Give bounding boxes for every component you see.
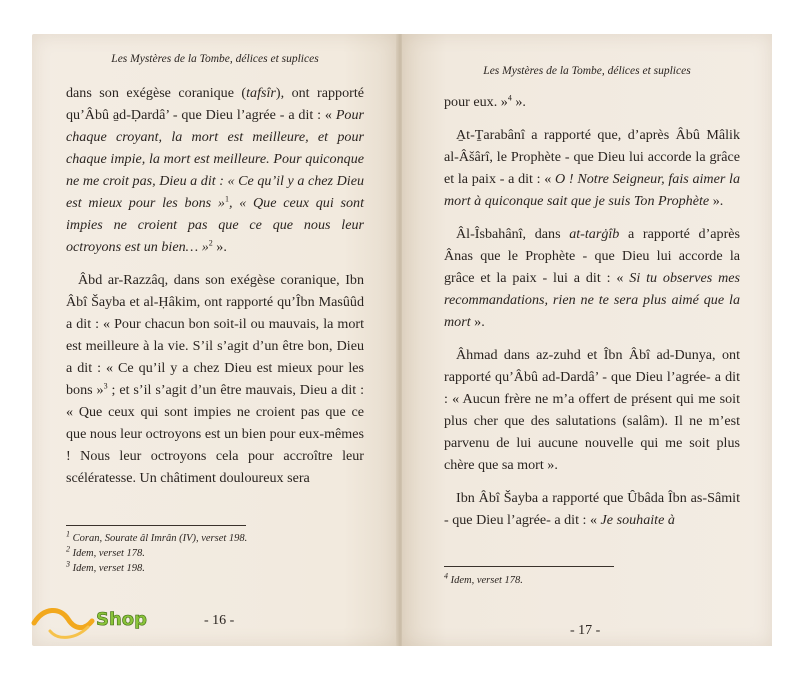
footnote-ref: 4 (507, 93, 512, 103)
text-run: ». (470, 314, 485, 330)
paragraph (444, 344, 740, 476)
footnote (66, 561, 247, 576)
footnote-number: 2 (66, 544, 70, 554)
footnote (66, 531, 247, 546)
text-run: ». (212, 239, 227, 255)
text-run: ), ont rapporté qu’Âbû a̱d-Ḍardâ’ - que Dieu l’agrée - a dit : « (66, 85, 364, 123)
footnote (444, 573, 523, 588)
paragraph (444, 223, 740, 333)
text-run: A̱t-Ṯarabânî a rapporté que, d’après Âbû Mâlik al-Âšârî, le Prophète - que Dieu lui accorde la grâce et la paix - a dit : « (444, 127, 740, 187)
text-run: a rapporté d’après Ânas que le Prophète - que Dieu lui accorde la grâce et la paix - lui a dit : « (444, 226, 741, 286)
text-run: Âbd ar-Razzâq, dans son exégèse coranique, Ibn Âbî Šayba et al-Ḥâkim, ont rapporté qu’Îbn Masûûd a dit : « Pour chacun bon soit-il ou mauvais, la mort est meilleure à la vie. S’il s’agit d’un être bon, Dieu a dit : « Ce qu’il y a chez Dieu est mieux pour les bons » (66, 272, 364, 398)
text-run: ». (511, 94, 526, 110)
paragraph (444, 124, 740, 212)
footnote-text: Idem, verset 178. (70, 548, 145, 559)
footnote-text: Coran, Sourate âl Imrân (IV), verset 198. (70, 533, 248, 544)
text-run: , « (228, 195, 253, 211)
right-page (402, 34, 772, 646)
paragraph (444, 91, 740, 113)
footnotes (66, 531, 247, 576)
shop-logo[interactable] (30, 601, 160, 643)
paragraph (444, 487, 740, 531)
page-number: - 16 - (204, 613, 235, 628)
running-header: Les Mystères de la Tombe, délices et suplices (483, 65, 691, 77)
text-run: at-tarġîb (569, 226, 620, 242)
page-body (66, 82, 364, 500)
text-run: dans son exégèse coranique ( (66, 85, 247, 101)
footnote-rule (66, 525, 246, 526)
footnote-text: Idem, verset 178. (448, 575, 523, 586)
text-run: Âl-Îsbahânî, dans (456, 226, 570, 242)
footnote (66, 546, 247, 561)
footnote-text: Idem, verset 198. (70, 563, 145, 574)
running-header: Les Mystères de la Tombe, délices et suplices (111, 53, 319, 65)
left-page (32, 34, 398, 646)
text-run: Pour chaque croyant, la mort est meilleure, et pour chaque impie, la mort est meilleure. Pour quiconque ne me croit pas, Dieu a dit : « Ce qu’il y a chez Dieu est mieux pour les bons » (66, 107, 364, 211)
text-run: ; et s’il s’agit d’un être mauvais, Dieu a dit : « Que ceux qui sont impies ne croient pas que ce que nous leur octroyons est un bien pour eux-mêmes ! Nous leur octroyons cela pour accroître leur scélératesse. Un châtiment douloureux sera (66, 382, 364, 486)
logo-text: Shop (96, 609, 148, 630)
paragraph (66, 269, 364, 489)
text-run: Âhmad dans az-zuhd et Îbn Âbî ad-Dunya, ont rapporté qu’Âbû ad-Dardâ’ - que Dieu l’agrée- a dit : « Aucun frère ne m’a offert de présent qui me soit plus cher que des salutations (salâm). Il ne m’est parvenu de lui aucune nouvelle qui me soit plus chère que sa mort ». (444, 347, 740, 473)
text-run: Si tu observes mes recommandations, rien ne te sera plus aimé que la mort (444, 270, 740, 330)
text-run: pour eux. » (444, 94, 508, 110)
footnotes (444, 573, 523, 588)
footnote-number: 3 (66, 559, 70, 569)
text-run: tafsîr (246, 85, 276, 101)
footnote-rule (444, 566, 614, 567)
text-run: ». (709, 193, 724, 209)
footnote-ref: 2 (208, 238, 213, 248)
page-body (444, 91, 740, 542)
page-number: - 17 - (570, 623, 601, 638)
text-run: Que ceux qui sont impies ne croient pas que ce que nous leur octroyons est un bien… » (66, 195, 364, 255)
paragraph (66, 82, 364, 258)
footnote-ref: 3 (103, 381, 108, 391)
text-run: O ! Notre Seigneur, fais aimer la mort à quiconque sait que je suis Ton Prophète (444, 171, 740, 209)
footnote-number: 4 (444, 571, 448, 581)
text-run: Ibn Âbî Šayba a rapporté que Ûbâda Îbn as-Sâmit - que Dieu l’agrée- a dit : « (444, 490, 740, 528)
footnote-ref: 1 (224, 194, 229, 204)
text-run: Je souhaite à (600, 512, 675, 528)
footnote-number: 1 (66, 529, 70, 539)
